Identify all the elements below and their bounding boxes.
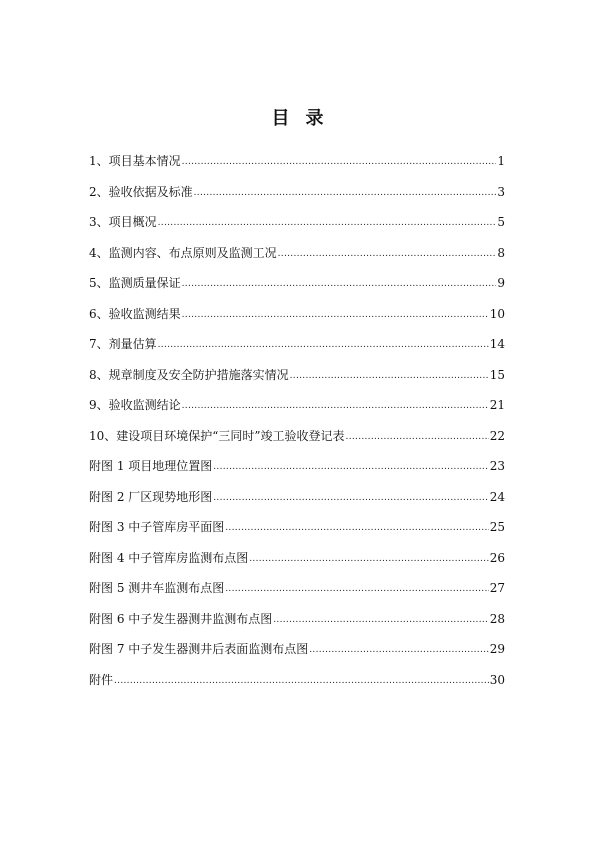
table-of-contents bbox=[89, 152, 505, 701]
toc-entry-text: 9、验收监测结论 bbox=[89, 398, 181, 412]
toc-entry-6[interactable] bbox=[89, 305, 505, 336]
toc-entry-11[interactable] bbox=[89, 457, 505, 488]
toc-entry-page: 21 bbox=[489, 398, 505, 412]
toc-entry-14[interactable] bbox=[89, 549, 505, 580]
dot-leader bbox=[114, 670, 489, 690]
dot-leader bbox=[182, 151, 496, 171]
dot-leader bbox=[182, 395, 489, 415]
title-char-2: 录 bbox=[305, 108, 324, 129]
toc-entry-8[interactable] bbox=[89, 366, 505, 397]
toc-entry-page: 30 bbox=[489, 672, 505, 687]
toc-entry-7[interactable] bbox=[89, 335, 505, 366]
toc-entry-page: 15 bbox=[489, 367, 505, 382]
toc-entry-text: 8、规章制度及安全防护措施落实情况 bbox=[89, 367, 289, 382]
dot-leader bbox=[225, 517, 488, 537]
toc-entry-text: 2、验收依据及标准 bbox=[89, 184, 193, 199]
toc-entry-text: 附图 4 中子管库房监测布点图 bbox=[89, 550, 249, 565]
toc-entry-text: 附图 7 中子发生器测井后表面监测布点图 bbox=[89, 642, 309, 656]
toc-entry-page: 24 bbox=[489, 489, 505, 504]
toc-entry-text: 7、剂量估算 bbox=[89, 337, 157, 351]
toc-entry-3[interactable] bbox=[89, 213, 505, 244]
toc-entry-page: 3 bbox=[497, 184, 505, 199]
page-title bbox=[0, 104, 595, 130]
dot-leader bbox=[158, 212, 496, 232]
toc-entry-page: 8 bbox=[497, 245, 505, 260]
toc-entry-text: 3、项目概况 bbox=[89, 215, 157, 229]
toc-entry-page: 26 bbox=[489, 550, 505, 565]
dot-leader bbox=[249, 548, 488, 568]
dot-leader bbox=[194, 182, 496, 202]
dot-leader bbox=[213, 487, 488, 507]
toc-entry-text: 5、监测质量保证 bbox=[89, 276, 181, 290]
dot-leader bbox=[158, 334, 489, 354]
toc-entry-page: 9 bbox=[497, 276, 505, 290]
dot-leader bbox=[225, 578, 488, 598]
toc-entry-page: 1 bbox=[497, 154, 505, 168]
toc-entry-text: 附图 3 中子管库房平面图 bbox=[89, 520, 225, 534]
toc-entry-text: 附件 bbox=[89, 672, 114, 687]
toc-entry-2[interactable] bbox=[89, 183, 505, 214]
toc-entry-page: 29 bbox=[489, 642, 505, 656]
dot-leader bbox=[309, 639, 488, 659]
toc-entry-text: 附图 2 厂区现势地形图 bbox=[89, 489, 213, 504]
toc-entry-page: 23 bbox=[489, 459, 505, 473]
toc-entry-text: 附图 1 项目地理位置图 bbox=[89, 459, 213, 473]
toc-entry-18[interactable] bbox=[89, 671, 505, 702]
dot-leader bbox=[278, 243, 496, 263]
toc-entry-9[interactable] bbox=[89, 396, 505, 427]
toc-entry-text: 1、项目基本情况 bbox=[89, 154, 181, 168]
toc-entry-15[interactable] bbox=[89, 579, 505, 610]
toc-entry-5[interactable] bbox=[89, 274, 505, 305]
toc-entry-page: 22 bbox=[489, 428, 505, 443]
toc-entry-text: 6、验收监测结果 bbox=[89, 306, 181, 321]
toc-entry-12[interactable] bbox=[89, 488, 505, 519]
toc-entry-page: 28 bbox=[489, 611, 505, 626]
toc-entry-4[interactable] bbox=[89, 244, 505, 275]
toc-entry-page: 14 bbox=[489, 337, 505, 351]
toc-entry-10[interactable] bbox=[89, 427, 505, 458]
dot-leader bbox=[213, 456, 488, 476]
dot-leader bbox=[182, 304, 489, 324]
dot-leader bbox=[290, 365, 489, 385]
toc-entry-17[interactable] bbox=[89, 640, 505, 671]
toc-entry-text: 10、建设项目环境保护“三同时”竣工验收登记表 bbox=[89, 428, 345, 443]
toc-entry-page: 5 bbox=[497, 215, 505, 229]
dot-leader bbox=[182, 273, 496, 293]
toc-entry-page: 27 bbox=[489, 581, 505, 595]
toc-entry-page: 10 bbox=[489, 306, 505, 321]
toc-entry-text: 4、监测内容、布点原则及监测工况 bbox=[89, 245, 277, 260]
dot-leader bbox=[273, 609, 488, 629]
dot-leader bbox=[346, 426, 489, 446]
toc-entry-16[interactable] bbox=[89, 610, 505, 641]
toc-entry-text: 附图 6 中子发生器测井监测布点图 bbox=[89, 611, 273, 626]
toc-entry-1[interactable] bbox=[89, 152, 505, 183]
title-char-1: 目 bbox=[271, 108, 290, 129]
toc-entry-13[interactable] bbox=[89, 518, 505, 549]
toc-entry-text: 附图 5 测井车监测布点图 bbox=[89, 581, 225, 595]
toc-entry-page: 25 bbox=[489, 520, 505, 534]
